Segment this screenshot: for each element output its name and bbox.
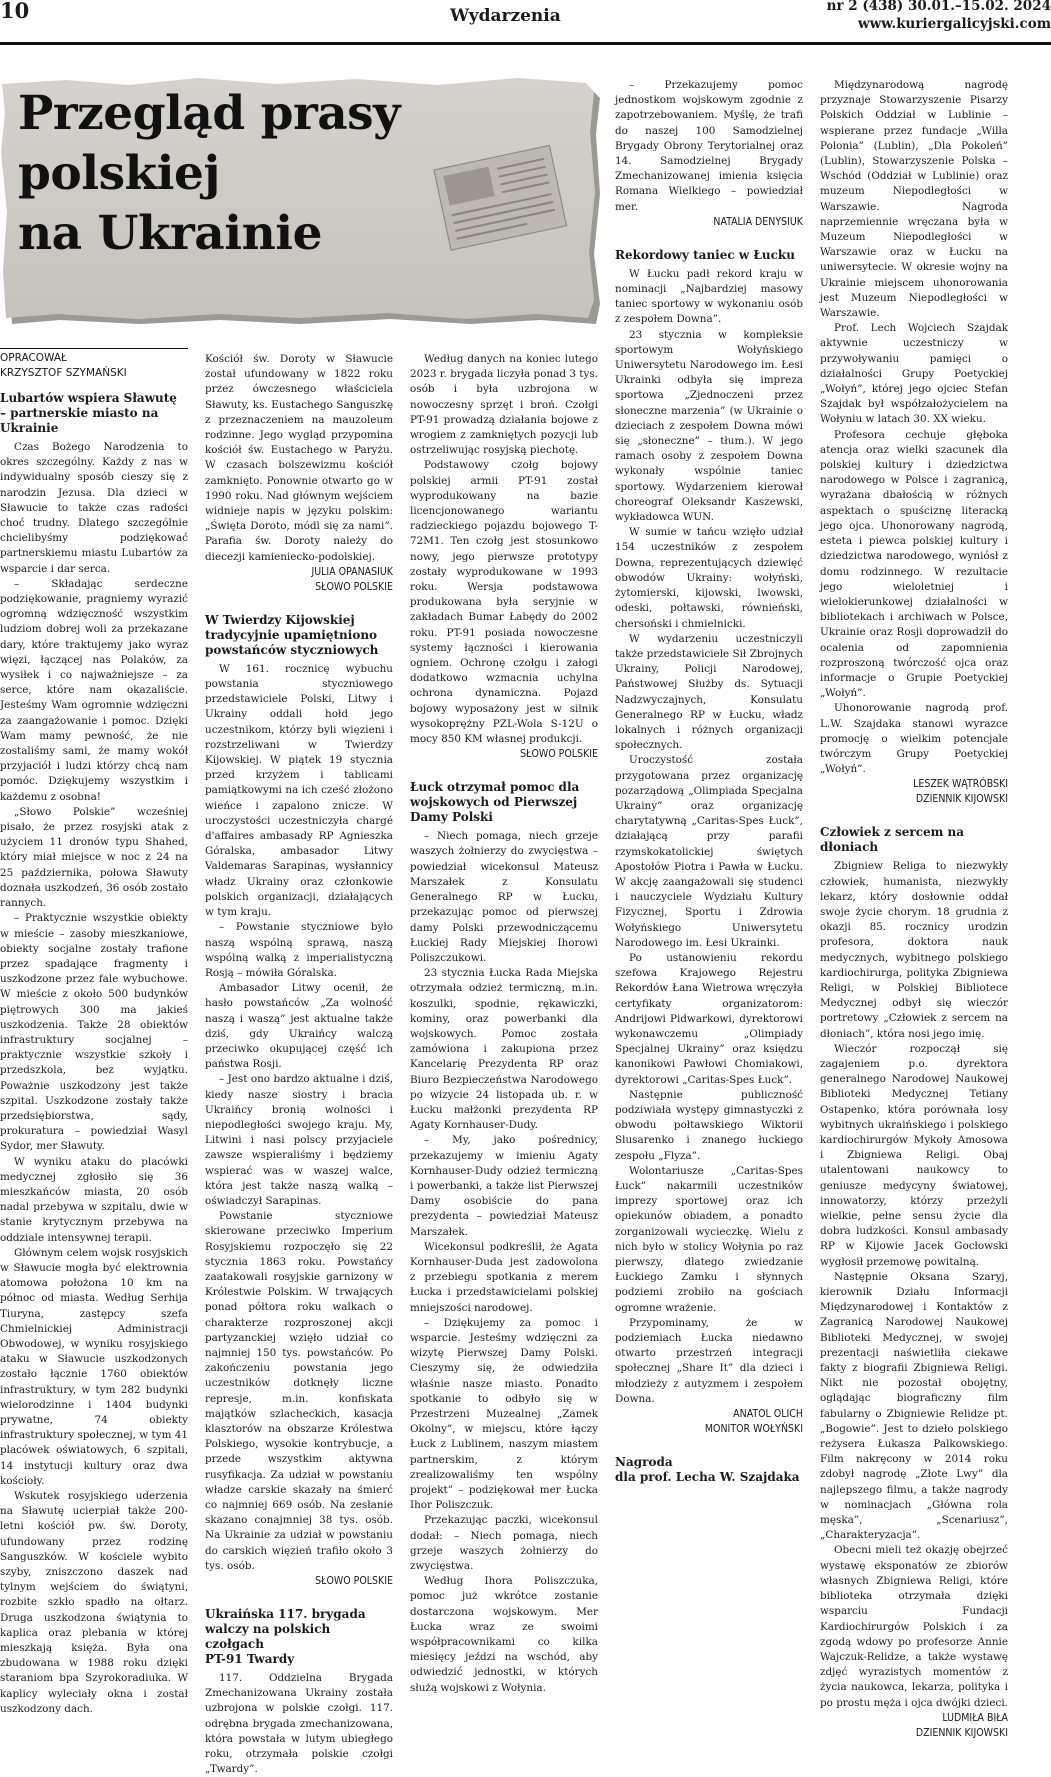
- paragraph: Wieczór rozpoczął się zagajeniem p.o. dyrektora generalnego Narodowej Naukowej Biblioteki Medycznej Tetiany Ostapenko, która porównała losy wybitnych ukraińskiego i polskiego kardiochirurgów Mykoły Amosowa i Zbigniewa Religi. Obaj utalentowani naukowcy to geniusze medycyny światowej, innowatorzy, którzy przeżyli wielkie, pełne sensu życie dla dobra ludzkości. Konsul ambasady RP w Kijowie Jacek Gocłowski wygłosił przemowę powitalną.: [820, 1042, 1008, 1268]
- paragraph: Czas Bożego Narodzenia to okres szczególny. Każdy z nas w indywidualny sposób cieszy się z narodzin Jezusa. Dla dzieci w Sławucie to także czas radości choć trudny. Dlatego szczególnie chcielibyśmy podziękować partnerskiemu miastu Lubartów za wsparcie i dar serca.: [0, 441, 188, 575]
- paragraph: Po ustanowieniu rekordu szefowa Krajowego Rejestru Rekordów Łana Wietrowa wręczyła certyfikaty organizatorom: Andrijowi Pidwarkowi, dyrektorowi wykonawczemu „Olimpiady Specjalnej Ukrainy” oraz księdzu kanonikowi Pawłowi Chomiakowi, dyrektorowi „Caritas-Spes Łuck”.: [615, 951, 803, 1086]
- paragraph: 23 stycznia Łucka Rada Miejska otrzymała odzież termiczną, m.in. koszulki, spodnie, rękawiczki, kominy, oraz powerbanki dla wojskowych. Pomoc została zamówiona i zakupiona przez Kancelarię Prezydenta RP oraz Biuro Bezpieczeństwa Narodowego po wizycie 24 listopada ub. r. w Łucku małżonki prezydenta RP Agaty Kornhauser-Dudy.: [410, 967, 598, 1132]
- paragraph: Przypominamy, że w podziemiach Łucka niedawno otwarto przestrzeń integracji społecznej „Share It” dla dzieci i młodzieży z autyzmem i zespołem Downa.: [615, 1316, 803, 1405]
- page-number: 10: [0, 0, 30, 23]
- article-title-twierdza: W Twierdzy Kijowskiej tradycyjnie upamiętniono powstańców styczniowych: [205, 612, 379, 657]
- paragraph: W 161. rocznicę wybuchu powstania styczniowego przedstawiciele Polski, Litwy i Ukrainy oddali hołd jego uczestnikom, którzy byli więzieni i rozstrzeliwani w Twierdzy Kijowskiej. W piątek 19 stycznia przed krzyżem i tablicami pamiątkowymi na ich cześć złożono wieńce i zapalono znicze. W uroczystości uczestniczyła chargé d'affaires ambasady RP Agnieszka Góralska, ambasador Litwy Valdemaras Sarapinas, wysłannicy władz Ukrainy oraz członkowie polskich organizacji, działających w tym kraju.: [205, 662, 393, 919]
- paragraph: 117. Oddzielna Brygada Zmechanizowana Ukrainy została uzbrojona w polskie czołgi. 117. odrębna brygada zmechanizowana, która powstała w lutym ubiegłego roku, otrzymała polskie czołgi „Twardy”.: [205, 1672, 393, 1776]
- paragraph: Następnie publiczność podziwiała występy gimnastyczki z obwodu połtawskiego Wiktorii Slusarenko i znanego łuckiego zespołu „Flyza”.: [615, 1088, 803, 1162]
- article-title-czlowiek-z-sercem: Człowiek z sercem na dłoniach: [820, 825, 965, 855]
- article-title-luck-pomoc: Łuck otrzymał pomoc dla wojskowych od Pierwszej Damy Polski: [410, 780, 580, 825]
- article-signature: ANATOL OLICH MONITOR WOŁYŃSKI: [704, 1408, 803, 1436]
- paragraph: – Dziękujemy za pomoc i wsparcie. Jesteśmy wdzięczni za wizytę Pierwszej Damy Polski. Cieszymy się, że odwiedziła właśnie nasze miasto. Ponadto spotkanie to odbyło się w Przestrzeni Muzealnej „Zamek Okolny”, w miejscu, które łączy Łuck z Lublinem, naszym miastem partnerskim, z którym zrealizowaliśmy ten wspólny projekt” – podziękował mer Łucka Ihor Poliszczuk.: [410, 1316, 598, 1512]
- paragraph: Przekazując paczki, wicekonsul dodał: – Niech pomaga, niech grzeje waszych żołnierzy do zwycięstwa.: [410, 1514, 598, 1573]
- paragraph: Według danych na koniec lutego 2023 r. brygada liczyła ponad 3 tys. osób i była uzbrojona w nowoczesny sprzęt i broń. Czołgi PT-91 prowadzą działania bojowe z wrogiem z zamkniętych pozycji lub ostrzeliwując rosyjską piechotę.: [410, 353, 598, 457]
- paragraph: Podstawowy czołg bojowy polskiej armii PT-91 został wyprodukowany na bazie licencjonowanego wariantu radzieckiego pojazdu bojowego T-72M1. Ten czołg jest stosunkowo nowy, jego pierwsze prototypy zostały wyprodukowane w 1993 roku. Wersja podstawowa produkowana była seryjnie w zakładach Bumar Łabędy do 2002 roku. PT-91 posiada nowoczesne systemy łączności i kierowania ogniem. Ochronę czołgu i załogi dodatkowo wzmacnia uchylna ochrona dynamiczna. Pojazd bojowy wyposażony jest w silnik wysokoprężny PZL-Wola S-12U o mocy 850 KM własnej produkcji.: [410, 459, 598, 746]
- paragraph: – My, jako pośrednicy, przekazujemy w imieniu Agaty Kornhauser-Dudy odzież termiczną i powerbanki, a także list Pierwszej Damy osobiście do pana prezydenta – powiedział Mateusz Marszałek.: [410, 1134, 598, 1238]
- article-signature: JULIA OPANASIUK SŁOWO POLSKIE: [311, 565, 393, 593]
- article-title-lubartow: Lubartów wspiera Sławutę – partnerskie miasto na Ukrainie: [0, 391, 177, 435]
- column-4: [615, 78, 803, 1489]
- paragraph: Profesora cechuje głęboka atencja oraz wielki szacunek dla polskiej kultury i dziedzictwa narodowego w Polsce i zagranicą, wyrażana dbałością w różnych aspektach o spuściznę literacką jego ojca. Uhonorowany nagrodą, esteta i piewca polskiej kultury i dziedzictwa narodowego, wyniósł z domu rodzinnego. W rezultacie jego wieloletniej i wielokierunkowej działalności w bibliotekach i archiwach w Polsce, Ukrainie oraz Rosji doprowadził do ocalenia od zapomnienia rozproszoną twórczość ojca oraz informacje o Grupie Poetyckiej „Wołyń”.: [820, 428, 1008, 700]
- header-rule: [0, 42, 1051, 45]
- article-title-brygada: Ukraińska 117. brygada walczy na polskich czołgach PT-91 Twardy: [205, 1607, 366, 1667]
- byline: OPRACOWAŁ KRZYSZTOF SZYMAŃSKI: [0, 348, 188, 381]
- issue-number: nr 2 (438) 30.01.–15.02. 2024: [826, 0, 1051, 14]
- paragraph: W wyniku ataku do placówki medycznej zgłosiło się 36 mieszkańców miasta, 20 osób nadal przebywa w szpitalu, dwie w stanie krytycznym przebywa na oddziale intensywnej terapii.: [0, 1155, 188, 1244]
- paragraph: – Powstanie styczniowe było naszą wspólną sprawą, naszą wspólną walką z imperialistyczną Rosją – mówiła Góralska.: [205, 921, 393, 979]
- paragraph: Obecni mieli też okazję obejrzeć wystawę eksponatów ze zbiorów własnych Zbigniewa Religi, które biblioteka otrzymała dzięki wsparciu Fundacji Kardiochirurgów Polskich i za zgodą wdowy po profesorze Annie Wajczuk-Relidze, a także wystawę zdjęć wyrazistych momentów z życia naukowca, lekarza, polityka i po prostu męża i ojca dwójki dzieci.: [820, 1544, 1008, 1709]
- paragraph: 23 stycznia w kompleksie sportowym Wołyńskiego Uniwersytetu Narodowego im. Łesi Ukrainki odbyła się impreza sportowa „Zjednoczeni przez słoneczne marzenia” (w Ukrainie o dzieciach z zespołem Downa mówi się „słoneczne” – tłum.). W jego ramach osoby z zespołem Downa wykonały wspólnie taniec sportowy. Wydarzeniem kierował choreograf Oleksandr Kaszewski, wykładowca WUN.: [615, 328, 803, 524]
- main-headline: Przegląd prasy polskiej na Ukrainie: [18, 86, 400, 261]
- article-signature: LUDMIŁA BIŁA DZIENNIK KIJOWSKI: [915, 1711, 1008, 1739]
- website-link[interactable]: www.kuriergalicyjski.com: [857, 16, 1051, 32]
- paragraph: Kościół św. Doroty w Sławucie został ufundowany w 1822 roku przez ówczesnego właściciela Sławuty, ks. Eustachego Sanguszkę z przeznaczeniem na mauzoleum rodzinne. Jego wygląd przypomina kościół św. Eustachego w Paryżu. W czasach bolszewizmu kościół zamknięto. Ponownie otwarto go w 1990 roku. Nad głównym wejściem widnieje napis w języku polskim: „Święta Doroto, módl się za nami”. Parafia św. Doroty należy do diecezji kamieniecko-podolskiej.: [205, 353, 393, 563]
- issue-info: [827, 0, 1051, 33]
- paragraph: Według Ihora Poliszczuka, pomoc już wkrótce zostanie dostarczona wojskowym. Mer Łucka wraz ze swoimi współpracownikami co kilka miesięcy jeździ na wschód, aby odwiedzić jednostki, w których służą wojskowi z Wołynia.: [410, 1575, 598, 1694]
- paragraph: Uhonorowanie nagrodą prof. L.W. Szajdaka stanowi wyrazce promocję o wielkim potencjale twórczym Grupy Poetyckiej „Wołyń”.: [820, 702, 1008, 776]
- paragraph: Głównym celem wojsk rosyjskich w Sławucie mogła być elektrownia atomowa położona 10 km na północ od miasta. Według Serhija Tiuryna, zastępcy szefa Chmielnickiej Administracji Obwodowej, w wyniku rosyjskiego ataku w Sławucie uszkodzonych zostało łącznie 1760 obiektów infrastruktury, w tym 282 budynki wielorodzinne i 1404 budynki prywatne, 74 obiekty infrastruktury społecznej, w tym 41 placówek oświatowych, 6 szpitali, 14 instytucji kultury oraz dwa kościoły.: [0, 1246, 188, 1487]
- paragraph: „Słowo Polskie” wcześniej pisało, że przez rosyjski atak z użyciem 11 dronów typu Shahed, który miał miejsce w noc z 24 na 25 października, połowa Sławuty doznała uszkodzeń, 36 osób zostało rannych.: [0, 805, 188, 910]
- article-signature: SŁOWO POLSKIE: [315, 1575, 393, 1588]
- paragraph: – Niech pomaga, niech grzeje waszych żołnierzy do zwycięstwa – powiedział wicekonsul Mateusz Marszałek z Konsulatu Generalnego RP w Łucku, przekazując pomoc od pierwszej damy Polski przewodniczącemu Łuckiej Rady Miejskiej Ihorowi Poliszczukowi.: [410, 830, 598, 964]
- paragraph: Wicekonsul podkreślił, że Agata Kornhauser-Duda jest zadowolona z przebiegu spotkania z merem Łucka i przedstawicielami polskiej mniejszości narodowej.: [410, 1240, 598, 1314]
- article-title-rekordowy-taniec: Rekordowy taniec w Łucku: [615, 247, 795, 262]
- paragraph: Wolontariusze „Caritas-Spes Łuck” nakarmili uczestników imprezy sportowej oraz ich opiekunów obiadem, a ponadto zorganizowali wycieczkę. Wielu z nich było w stolicy Wołynia po raz pierwszy, dlatego zwiedzanie Łuckiego Zamku i słynnych podziemi zrobiło na gościach ogromne wrażenie.: [615, 1164, 803, 1314]
- column-2: [205, 352, 393, 1777]
- article-title-nagroda: Nagroda dla prof. Lecha W. Szajdaka: [615, 1455, 800, 1485]
- column-1: [0, 348, 188, 1717]
- paragraph: – Składając serdeczne podziękowanie, pragniemy wyrazić ogromną wdzięczność wszystkim ludziom dobrej woli za przekazane dary, które traktujemy jako wyraz więzi, łączącej nas Polaków, za wysiłek i co najważniejsze – za serce, które nam okazaliście. Jesteśmy Wam ogromnie wdzięczni za zaangażowanie i pomoc. Dzięki Wam mamy pewność, że nie zostaliśmy sami, że mamy wokół przyjaciół i ludzi którzy chcą nam pomóc. Dziękujemy wszystkim i każdemu z osobna!: [0, 577, 188, 803]
- page-header: [0, 0, 1051, 42]
- paragraph: Wskutek rosyjskiego uderzenia na Sławutę ucierpiał także 200-letni kościół pw. św. Doroty, ufundowany przez rodzinę Sanguszków. W kościele wybito szyby, zniszczono daszek nad tylnym wejściem do świątyni, rozbite szkło spadło na ołtarz. Druga uszkodzona świątynia to kaplica oraz plebania w której mieszkają księża. Była ona zbudowana w 1988 roku dzięki staraniom bpa Szyrokoradiuka. W kaplicy wyleciały okna i został uszkodzony dach.: [0, 1490, 188, 1715]
- paragraph: W Łucku padł rekord kraju w nominacji „Najbardziej masowy taniec sportowy w wykonaniu osób z zespołem Downa”.: [615, 267, 803, 326]
- paragraph: – Jest ono bardzo aktualne i dziś, kiedy nasze siostry i bracia Ukraińcy bronią wolności i niepodległości swojego kraju. My, Litwini i nasi polscy przyjaciele zawsze wspieraliśmy i będziemy wspierać was w waszej walce, która jest także naszą walką – oświadczył Sarapinas.: [205, 1073, 393, 1207]
- column-3: [410, 352, 598, 1696]
- paragraph: W sumie w tańcu wzięło udział 154 uczestników z zespołem Downa, reprezentujących dziewięć obwodów Ukrainy: wołyński, żytomierski, kijowski, lwowski, odeski, połtawski, równieński, chersoński i chmielnicki.: [615, 526, 803, 630]
- paragraph: Uroczystość została przygotowana przez organizację pozarządową „Olimpiada Specjalna Ukrainy” oraz organizację charytatywną „Caritas-Spes Łuck”, działającą przy parafii rzymskokatolickiej świętych Apostołów Piotra i Pawła w Łucku. W akcję zaangażowali się studenci i nauczyciele Wydziału Kultury Fizycznej, Sportu i Zdrowia Wołyńskiego Uniwersytetu Narodowego im. Łesi Ukrainki.: [615, 754, 803, 949]
- paragraph: Prof. Lech Wojciech Szajdak aktywnie uczestniczy w przywoływaniu pamięci o działalności Grupy Poetyckiej „Wołyń”, której jego ojciec Stefan Szajdak był współzałożycielem na Wołyniu w latach 30. XX wieku.: [820, 322, 1008, 426]
- paragraph: – Praktycznie wszystkie obiekty w mieście – zasoby mieszkaniowe, obiekty socjalne zostały trafione przez spadające fragmenty i uszkodzone przez fale wybuchowe. W mieście z około 500 budynków piętrowych 300 ma jakieś uszkodzenia. Także 28 obiektów infrastruktury socjalnej – praktycznie wszystkie szkoły i przedszkola, bez wyjątku. Poważnie uszkodzony jest także szpital. Uszkodzone zostały także przedsiębiorstwa, sądy, prokuratura – powiedział Wasyl Sydor, mer Sławuty.: [0, 912, 188, 1153]
- article-signature: SŁOWO POLSKIE: [520, 748, 598, 761]
- paragraph: Zbigniew Religa to niezwykły człowiek, humanista, niezwykły lekarz, który dosłownie oddał swoje życie chorym. 18 grudnia z okazji 85. rocznicy urodzin profesora, doktora nauk medycznych, wybitnego polskiego kardiochirurga, polityka Zbigniewa Religi, w Polskiej Bibliotece Medycznej odbył się wieczór portretowy „Człowiek z sercem na dłoniach”, która nosi jego imię.: [820, 860, 1008, 1040]
- article-signature: LESZEK WĄTRÓBSKI DZIENNIK KIJOWSKI: [913, 778, 1008, 806]
- paragraph: – Przekazujemy pomoc jednostkom wojskowym zgodnie z zapotrzebowaniem. Myślę, że trafi do naszej 100 Samodzielnej Brygady Obrony Terytorialnej oraz 14. Samodzielnej Brygady Zmechanizowanej imienia księcia Romana Wielkiego – powiedział mer.: [615, 79, 803, 213]
- paragraph: Następnie Oksana Szaryj, kierownik Działu Informacji Międzynarodowej i Kontaktów z Zagranicą Narodowej Naukowej Biblioteki Medycznej, w swojej prezentacji naświetliła ciekawe fakty z biografii Zbigniewa Religi. Nikt nie pozostał obojętny, oglądając biograficzny film fabularny o Zbigniewie Relidze pt. „Bogowie”. Jest to dzieło polskiego reżysera Łukasza Palkowskiego. Film nakręcony w 2014 roku zdobył nagrodę „Złote Lwy” dla najlepszego filmu, a także nagrody w nominacjach „Główna rola męska”, „Scenariusz”, „Charakteryzacja”.: [820, 1270, 1008, 1542]
- paragraph: W wydarzeniu uczestniczyli także przedstawiciele Sił Zbrojnych Ukrainy, Policji Narodowej, Państwowej Służby ds. Sytuacji Nadzwyczajnych, Konsulatu Generalnego RP w Łucku, władz lokalnych i różnych organizacji społecznych.: [615, 632, 803, 752]
- column-5: [820, 78, 1008, 1741]
- paragraph: Międzynarodową nagrodę przyznaje Stowarzyszenie Pisarzy Polskich Oddział w Lublinie – wspierane przez fundacje „Willa Polonia” (Lublin), „Dla Pokoleń” (Lublin), Stowarzyszenie Polska – Wschód (Oddział w Lublinie) oraz muzeum Niepodległości w Warszawie. Nagroda naprzemiennie wręczana była w Muzeum Niepodległości w Warszawie oraz w Łucku na uniwersytecie. W okresie wojny na Ukrainie miejscem uhonorowania jest Muzeum Niepodległości w Warszawie.: [820, 79, 1008, 320]
- section-title: Wydarzenia: [450, 6, 561, 26]
- paragraph: Ambasador Litwy ocenił, że hasło powstańców „Za wolność naszą i waszą” jest aktualne także dziś, gdy Ukraińcy walczą przeciwko okupującej część ich państwa Rosji.: [205, 982, 393, 1071]
- article-signature: NATALIA DENYSIUK: [713, 215, 803, 228]
- paragraph: Powstanie styczniowe skierowane przeciwko Imperium Rosyjskiemu rozpoczęło się 22 stycznia 1863 roku. Powstańcy zaatakowali rosyjskie garnizony w Królestwie Polskim. W trwających ponad półtora roku walkach o charakterze rozproszonej akcji partyzanckiej wzięło udział co najmniej 150 tys. powstańców. Po zakończeniu powstania jego uczestników dotknęły liczne represje, m.in. konfiskata majątków szlacheckich, kasacja klasztorów na obszarze Królestwa Polskiego, wysokie kontrybucje, a przede wszystkim aktywna rusyfikacja. Za udział w powstaniu władze carskie skazały na śmierć co najmniej 669 osób. Na zesłanie skazano conajmniej 38 tys. osób. Na Ukrainie za udział w powstaniu do carskich więzień trafiło około 3 tys. osób.: [205, 1210, 393, 1572]
